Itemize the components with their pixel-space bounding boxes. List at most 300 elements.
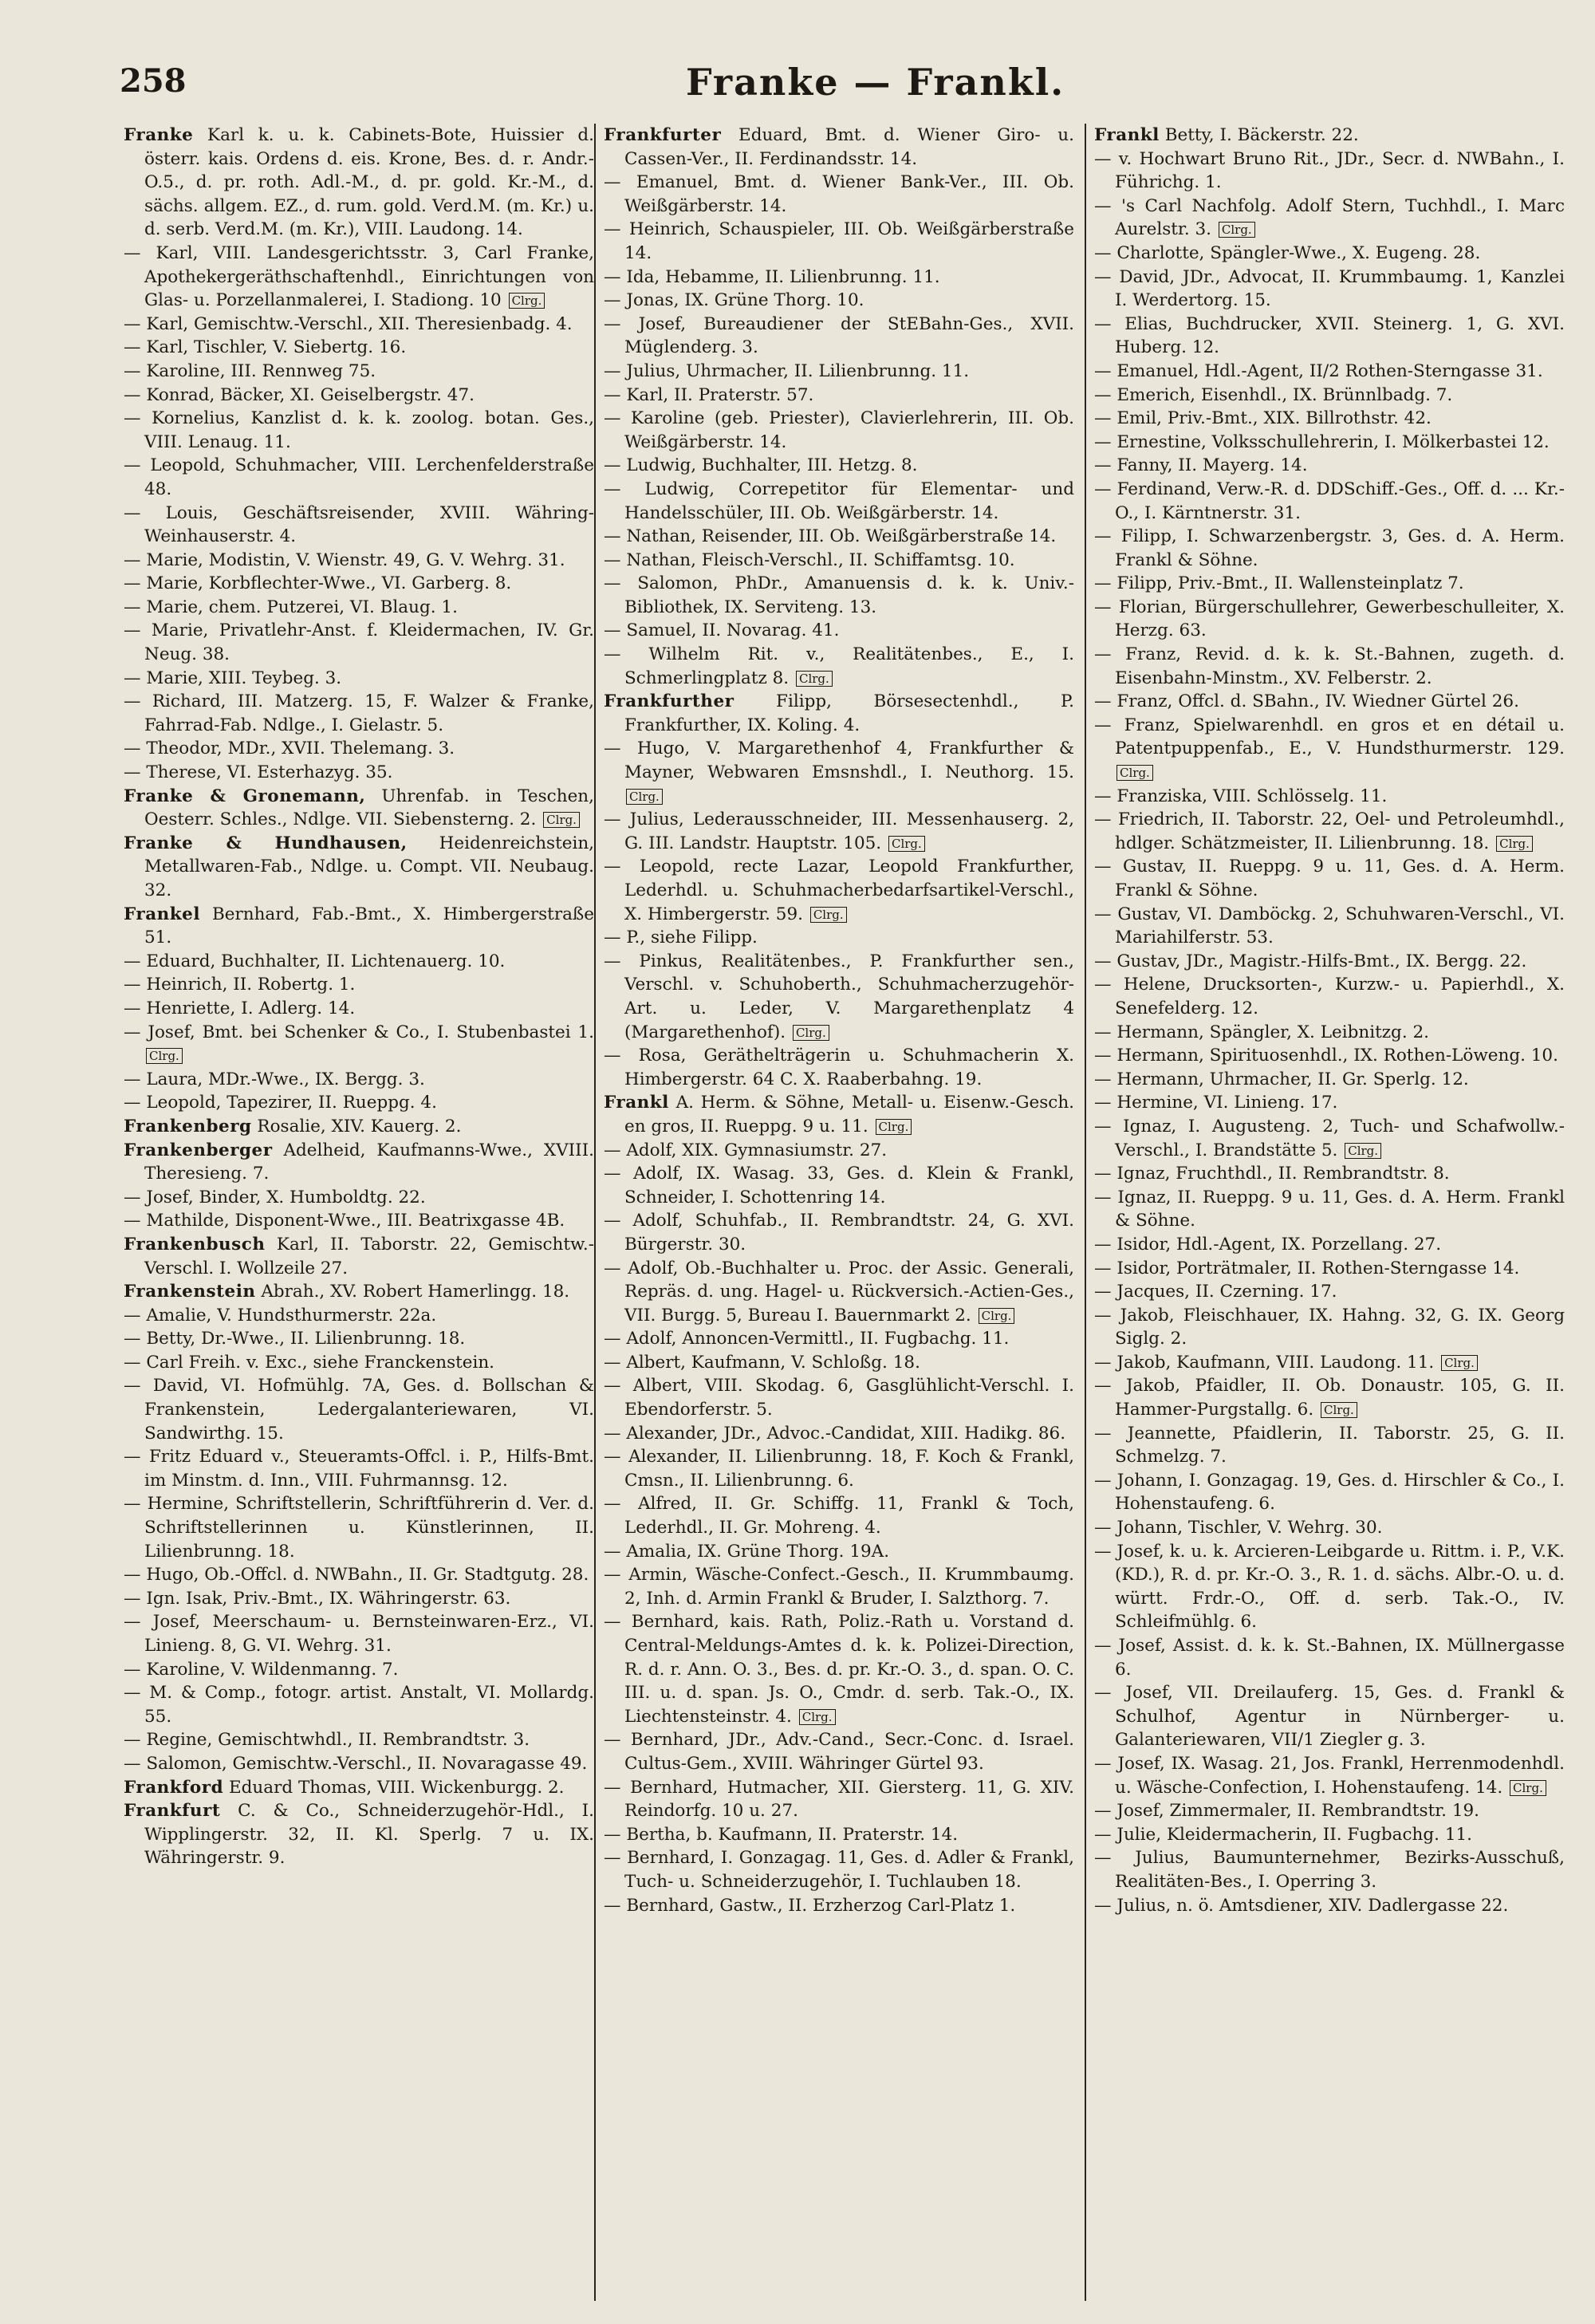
directory-entry [124, 619, 594, 666]
directory-entry [124, 903, 594, 950]
directory-entry [124, 1374, 594, 1445]
entry-text: — Josef, IX. Wasag. 21, Jos. Frankl, Herrenmodenhdl. u. Wäsche-Confection, I. Hohenstaufeng. 14. [1094, 1753, 1565, 1798]
directory-entry [1094, 1091, 1565, 1115]
directory-entry [1094, 360, 1565, 384]
directory-entry [124, 1799, 594, 1870]
directory-entry [124, 667, 594, 691]
directory-entry [604, 1257, 1074, 1328]
entry-text: — Karl, Gemischtw.-Verschl., XII. Theresienbadg. 4. [124, 313, 573, 334]
directory-entry [1094, 572, 1565, 596]
directory-entry [124, 502, 594, 549]
entry-telephone-tag: Clrg. [1116, 765, 1153, 781]
entry-text: — Marie, Privatlehr-Anst. f. Kleidermachen, IV. Gr. Neug. 38. [124, 620, 594, 665]
entry-text: Eduard Thomas, VIII. Wickenburgg. 2. [228, 1777, 565, 1798]
entry-surname: Franke & Gronemann, [124, 786, 366, 806]
directory-entry [1094, 714, 1565, 785]
directory-entry [1094, 431, 1565, 455]
directory-entry [124, 1610, 594, 1657]
directory-entry [124, 1186, 594, 1210]
entry-text: — Henriette, I. Adlerg. 14. [124, 998, 356, 1018]
entry-text: — v. Hochwart Bruno Rit., JDr., Secr. d. NWBahn., I. Führichg. 1. [1094, 148, 1565, 193]
entry-telephone-tag: Clrg. [888, 836, 925, 852]
directory-entry [124, 407, 594, 454]
entry-telephone-tag: Clrg. [1321, 1402, 1357, 1418]
entry-text: — Josef, Bureaudiener der StEBahn-Ges., XVII. Müglenderg. 3. [604, 313, 1074, 358]
entry-text: Rosalie, XIV. Kauerg. 2. [257, 1116, 462, 1136]
entry-text: — Jakob, Fleischhauer, IX. Hahng. 32, G. IX. Georg Siglg. 2. [1094, 1305, 1565, 1349]
entry-text: — Hugo, Ob.-Offcl. d. NWBahn., II. Gr. Stadtgutg. 28. [124, 1565, 589, 1585]
entry-text: — Josef, Assist. d. k. k. St.-Bahnen, IX. Müllnergasse 6. [1094, 1636, 1565, 1680]
directory-entry [124, 336, 594, 360]
entry-text: — Leopold, recte Lazar, Leopold Frankfurther, Lederhdl. u. Schuhmacherbedarfsartikel-Verschl., X. Himbergerstr. 59. [604, 857, 1074, 924]
directory-entry [124, 737, 594, 761]
entry-text: — Jacques, II. Czerning. 17. [1094, 1282, 1337, 1302]
entry-text: — Carl Freih. v. Exc., siehe Franckenstein. [124, 1352, 495, 1373]
entry-surname: Frankenberg [124, 1116, 252, 1136]
entry-telephone-tag: Clrg. [509, 293, 545, 309]
entry-surname: Frankfurther [604, 691, 734, 712]
directory-entry [604, 407, 1074, 454]
directory-entry [1094, 454, 1565, 478]
directory-entry [124, 572, 594, 596]
directory-entry [604, 690, 1074, 737]
directory-entry [604, 1492, 1074, 1539]
entry-text: — Julius, Lederausschneider, III. Messenhauserg. 2, G. III. Landstr. Hauptstr. 105. [604, 809, 1074, 853]
directory-entry [1094, 242, 1565, 266]
entry-telephone-tag: Clrg. [799, 1709, 836, 1725]
entry-text: — Adolf, Ob.-Buchhalter u. Proc. der Assic. Generali, Repräs. d. ung. Hagel- u. Rückversich.-Actien-Ges., VII. Burgg. 5, Bureau I. Bauernmarkt 2. [604, 1258, 1074, 1325]
directory-entry [1094, 1304, 1565, 1351]
entry-text: — Albert, VIII. Skodag. 6, Gasglühlicht-Verschl. I. Ebendorferstr. 5. [604, 1376, 1074, 1420]
entry-telephone-tag: Clrg. [1345, 1143, 1381, 1159]
directory-entry [124, 1021, 594, 1068]
directory-entry [124, 1587, 594, 1611]
entry-text: — David, VI. Hofmühlg. 7A, Ges. d. Bollschan & Frankenstein, Ledergalanteriewaren, VI. Sandwirthg. 15. [124, 1376, 594, 1444]
entry-text: — Wilhelm Rit. v., Realitätenbes., E., I. Schmerlingplatz 8. [604, 644, 1074, 688]
entry-text: — Adolf, Annoncen-Vermittl., II. Fugbachg. 11. [604, 1329, 1010, 1349]
entry-text: — Amalia, IX. Grüne Thorg. 19A. [604, 1541, 890, 1562]
directory-entry [1094, 1257, 1565, 1281]
entry-text: Karl, II. Taborstr. 22, Gemischtw.-Verschl. I. Wollzeile 27. [144, 1234, 594, 1278]
entry-text: — Jeannette, Pfaidlerin, II. Taborstr. 25, G. II. Schmelzg. 7. [1094, 1423, 1565, 1467]
entry-text: — Jakob, Kaufmann, VIII. Laudong. 11. [1094, 1352, 1435, 1373]
directory-entry [604, 1351, 1074, 1375]
entry-telephone-tag: Clrg. [979, 1308, 1015, 1324]
directory-entry [124, 384, 594, 408]
entry-text: — Betty, Dr.-Wwe., II. Lilienbrunng. 18. [124, 1329, 466, 1349]
directory-entry [604, 1776, 1074, 1823]
directory-entry [604, 313, 1074, 360]
entry-text: — Fritz Eduard v., Steueramts-Offcl. i. P., Hilfs-Bmt. im Minstm. d. Inn., VIII. Fuhrmannsg. 12. [124, 1447, 594, 1491]
entry-text: — Laura, MDr.-Wwe., IX. Bergg. 3. [124, 1069, 425, 1089]
entry-text: — Gustav, VI. Damböckg. 2, Schuhwaren-Verschl., VI. Mariahilferstr. 53. [1094, 904, 1565, 948]
entry-text: — Konrad, Bäcker, XI. Geiselbergstr. 47. [124, 384, 475, 405]
column-3 [1085, 124, 1565, 2301]
directory-entry [124, 973, 594, 997]
directory-entry [1094, 1068, 1565, 1092]
directory-entry [604, 1894, 1074, 1918]
entry-text: — Karoline (geb. Priester), Clavierlehrerin, III. Ob. Weißgärberstr. 14. [604, 408, 1074, 452]
entry-text: — Hermine, VI. Linieng. 17. [1094, 1093, 1338, 1113]
entry-telephone-tag: Clrg. [793, 1025, 829, 1041]
entry-text: — Ludwig, Buchhalter, III. Hetzg. 8. [604, 455, 918, 476]
directory-entry [604, 926, 1074, 950]
directory-entry [604, 218, 1074, 265]
directory-entry [1094, 1162, 1565, 1186]
entry-text: — Emil, Priv.-Bmt., XIX. Billrothstr. 42. [1094, 408, 1432, 429]
entry-text: — Eduard, Buchhalter, II. Lichtenauerg. 10. [124, 951, 506, 971]
entry-text: — Franziska, VIII. Schlösselg. 11. [1094, 786, 1388, 806]
directory-entry [604, 1563, 1074, 1610]
directory-entry [604, 1139, 1074, 1163]
directory-entry [1094, 1540, 1565, 1634]
entry-text: — Nathan, Fleisch-Verschl., II. Schiffamtsg. 10. [604, 549, 1015, 570]
directory-entry [124, 1728, 594, 1752]
directory-entry [124, 1752, 594, 1776]
entry-text: Adelheid, Kaufmanns-Wwe., XVIII. Theresieng. 7. [144, 1140, 594, 1184]
entry-text: — Elias, Buchdrucker, XVII. Steinerg. 1, G. XVI. Huberg. 12. [1094, 313, 1565, 358]
page-number: 258 [120, 62, 187, 100]
directory-entry [1094, 690, 1565, 714]
entry-text: — Florian, Bürgerschullehrer, Gewerbeschulleiter, X. Herzg. 63. [1094, 597, 1565, 641]
entry-text: — Armin, Wäsche-Confect.-Gesch., II. Krummbaumg. 2, Inh. d. Armin Frankl & Bruder, I. Salzthorg. 7. [604, 1565, 1074, 1609]
directory-entry [124, 1658, 594, 1682]
entry-text: — Ernestine, Volksschullehrerin, I. Mölkerbastei 12. [1094, 431, 1550, 452]
entry-text: A. Herm. & Söhne, Metall- u. Eisenw.-Gesch. en gros, II. Rueppg. 9 u. 11. [624, 1093, 1074, 1136]
entry-text: — Pinkus, Realitätenbes., P. Frankfurther sen., Verschl. v. Schuhoberth., Schuhmacherzugehör-Art. u. Leder, V. Margarethenplatz 4 (Margarethenhof). [604, 951, 1074, 1042]
directory-entry [124, 313, 594, 337]
entry-text: — P., siehe Filipp. [604, 928, 758, 948]
entry-text: — Josef, Zimmermaler, II. Rembrandtstr. 19. [1094, 1801, 1480, 1822]
entry-text: Uhrenfab. in Teschen, Oesterr. Schles., Ndlge. VII. Siebensterng. 2. [144, 786, 594, 830]
entry-text: — Ludwig, Correpetitor für Elementar- und Handelsschüler, III. Ob. Weißgärberstr. 14. [604, 479, 1074, 523]
directory-entry [604, 572, 1074, 619]
directory-entry [124, 1351, 594, 1375]
entry-text: — Filipp, Priv.-Bmt., II. Wallensteinplatz 7. [1094, 573, 1464, 594]
entry-text: — Salomon, Gemischtw.-Verschl., II. Novaragasse 49. [124, 1753, 588, 1774]
entry-text: — Marie, Modistin, V. Wienstr. 49, G. V. Wehrg. 31. [124, 549, 565, 570]
entry-text: — Adolf, XIX. Gymnasiumstr. 27. [604, 1140, 888, 1160]
directory-entry [604, 1327, 1074, 1351]
entry-text: — Emerich, Eisenhdl., IX. Brünnlbadg. 7. [1094, 384, 1453, 405]
directory-entry [604, 171, 1074, 218]
directory-entry [1094, 1823, 1565, 1847]
directory-entry [124, 242, 594, 313]
entry-text: — Hermann, Spirituosenhdl., IX. Rothen-Löweng. 10. [1094, 1046, 1558, 1066]
directory-entry [604, 619, 1074, 643]
directory-entry [1094, 1799, 1565, 1823]
directory-entry [604, 124, 1074, 171]
directory-entry [124, 950, 594, 974]
entry-text: — Bernhard, Hutmacher, XII. Giersterg. 11, G. XIV. Reindorfg. 10 u. 27. [604, 1777, 1074, 1822]
entry-text: — Leopold, Schuhmacher, VIII. Lerchenfelderstraße 48. [124, 455, 594, 499]
directory-entry [604, 1091, 1074, 1138]
entry-text: — Karl, Tischler, V. Siebertg. 16. [124, 337, 407, 358]
entry-text: Abrah., XV. Robert Hamerlingg. 18. [261, 1282, 570, 1302]
directory-entry [604, 808, 1074, 855]
entry-text: — Julius, Uhrmacher, II. Lilienbrunng. 11. [604, 360, 970, 381]
directory-entry [604, 1422, 1074, 1446]
directory-entry [604, 1846, 1074, 1893]
directory-entry [604, 737, 1074, 808]
entry-text: — Alexander, JDr., Advoc.-Candidat, XIII. Hadikg. 86. [604, 1423, 1066, 1444]
entry-text: — Fanny, II. Mayerg. 14. [1094, 455, 1308, 476]
entry-text: Bernhard, Fab.-Bmt., X. Himbergerstraße 51. [144, 904, 594, 948]
directory-entry [1094, 596, 1565, 643]
entry-text: — David, JDr., Advocat, II. Krummbaumg. 1, Kanzlei I. Werdertorg. 15. [1094, 266, 1565, 311]
directory-entry [604, 1162, 1074, 1209]
entry-text: Filipp, Börsesectenhdl., P. Frankfurther, IX. Koling. 4. [624, 691, 1074, 735]
entry-text: — Charlotte, Spängler-Wwe., X. Eugeng. 28. [1094, 242, 1481, 263]
entry-text: — Adolf, Schuhfab., II. Rembrandtstr. 24, G. XVI. Bürgerstr. 30. [604, 1211, 1074, 1255]
directory-entry [124, 761, 594, 785]
directory-entry [1094, 124, 1565, 148]
directory-entry [604, 454, 1074, 478]
entry-text: — Leopold, Tapezirer, II. Rueppg. 4. [124, 1093, 437, 1113]
directory-entry [1094, 266, 1565, 313]
directory-entry [124, 690, 594, 737]
directory-entry [124, 832, 594, 903]
directory-entry [1094, 855, 1565, 902]
directory-entry [604, 478, 1074, 525]
entry-text: — Josef, Bmt. bei Schenker & Co., I. Stubenbastei 1. [124, 1022, 594, 1042]
entry-text: — Karoline, V. Wildenmanng. 7. [124, 1659, 399, 1680]
entry-text: — Nathan, Reisender, III. Ob. Weißgärberstraße 14. [604, 526, 1057, 547]
directory-entry [604, 266, 1074, 290]
entry-text: — Gustav, JDr., Magistr.-Hilfs-Bmt., IX. Bergg. 22. [1094, 951, 1527, 971]
entry-text: Karl k. u. k. Cabinets-Bote, Huissier d. österr. kais. Ordens d. eis. Krone, Bes. d. r. Andr.-O.5., d. pr. roth. Adl.-M., d. pr. gold. Kr.-M., d. sächs. allgem. EZ., d. rum. gold. Verd.M. (m. Kr.) u. d. serb. Verd.M. (m. Kr.), VIII. Laudong. 14. [144, 125, 594, 240]
entry-text: — Therese, VI. Esterhazyg. 35. [124, 762, 393, 783]
entry-telephone-tag: Clrg. [1441, 1355, 1478, 1371]
entry-surname: Frankfurt [124, 1801, 221, 1822]
entry-text: — Gustav, II. Rueppg. 9 u. 11, Ges. d. A. Herm. Frankl & Söhne. [1094, 857, 1565, 900]
directory-entry [124, 549, 594, 573]
entry-text: — Johann, Tischler, V. Wehrg. 30. [1094, 1518, 1383, 1538]
directory-entry [1094, 148, 1565, 195]
running-head: Franke — Frankl. [686, 61, 1065, 104]
directory-entry [1094, 808, 1565, 855]
entry-text: — Josef, Binder, X. Humboldtg. 22. [124, 1187, 426, 1207]
directory-entry [604, 1044, 1074, 1091]
directory-entry [604, 1823, 1074, 1847]
directory-entry [1094, 903, 1565, 950]
directory-entry [604, 855, 1074, 926]
directory-entry [124, 1681, 594, 1728]
entry-surname: Frankford [124, 1777, 224, 1798]
entry-text: — Adolf, IX. Wasag. 33, Ges. d. Klein & Frankl, Schneider, I. Schottenring 14. [604, 1164, 1074, 1207]
directory-entry [124, 1280, 594, 1304]
entry-text: — Alfred, II. Gr. Schiffg. 11, Frankl & Toch, Lederhdl., II. Gr. Mohreng. 4. [604, 1494, 1074, 1538]
directory-entry [604, 1610, 1074, 1728]
entry-surname: Frankl [604, 1093, 669, 1113]
directory-entry [124, 1563, 594, 1587]
directory-entry [604, 360, 1074, 384]
entry-text: — Hermann, Uhrmacher, II. Gr. Sperlg. 12. [1094, 1069, 1469, 1089]
directory-entry [124, 1327, 594, 1351]
directory-entry [604, 525, 1074, 549]
directory-entry [124, 1445, 594, 1492]
entry-telephone-tag: Clrg. [1219, 222, 1255, 238]
entry-text: — Julie, Kleidermacherin, II. Fugbachg. 11. [1094, 1824, 1473, 1845]
entry-text: — Regine, Gemischtwhdl., II. Rembrandtstr. 3. [124, 1730, 530, 1751]
entry-text: — Theodor, MDr., XVII. Thelemang. 3. [124, 739, 455, 759]
entry-text: C. & Co., Schneiderzugehör-Hdl., I. Wipplingerstr. 32, II. Kl. Sperlg. 7 u. IX. Währingerstr. 9. [144, 1801, 594, 1869]
directory-entry [604, 1445, 1074, 1492]
directory-entry [124, 1068, 594, 1092]
entry-text: — Salomon, PhDr., Amanuensis d. k. k. Univ.-Bibliothek, IX. Serviteng. 13. [604, 573, 1074, 617]
directory-entry [124, 1776, 594, 1800]
directory-entry [604, 1728, 1074, 1775]
entry-text: — Emanuel, Hdl.-Agent, II/2 Rothen-Sterngasse 31. [1094, 360, 1543, 381]
entry-text: — Helene, Drucksorten-, Kurzw.- u. Papierhdl., X. Senefelderg. 12. [1094, 975, 1565, 1018]
entry-telephone-tag: Clrg. [796, 671, 833, 687]
entry-text: — Heinrich, Schauspieler, III. Ob. Weißgärberstraße 14. [604, 219, 1074, 263]
entry-text: — M. & Comp., fotogr. artist. Anstalt, VI. Mollardg. 55. [124, 1683, 594, 1727]
directory-entry [1094, 525, 1565, 572]
entry-text: Heidenreichstein, Metallwaren-Fab., Ndlge. u. Compt. VII. Neubaug. 32. [144, 833, 595, 900]
entry-text: — Hugo, V. Margarethenhof 4, Frankfurther & Mayner, Webwaren Emsnshdl., I. Neuthorg. 15. [604, 739, 1074, 783]
directory-entry [1094, 1374, 1565, 1421]
directory-entry [124, 1139, 594, 1186]
entry-surname: Franke [124, 125, 194, 145]
entry-text: — Hermann, Spängler, X. Leibnitzg. 2. [1094, 1022, 1430, 1042]
directory-entry [1094, 973, 1565, 1020]
entry-text: — Josef, Meerschaum- u. Bernsteinwaren-Erz., VI. Linieng. 8, G. VI. Wehrg. 31. [124, 1612, 594, 1656]
entry-surname: Frankel [124, 904, 201, 924]
directory-entry [1094, 1846, 1565, 1893]
entry-telephone-tag: Clrg. [876, 1119, 912, 1135]
entry-text: — Filipp, I. Schwarzenbergstr. 3, Ges. d. A. Herm. Frankl & Söhne. [1094, 526, 1565, 570]
entry-text: — Ida, Hebamme, II. Lilienbrunng. 11. [604, 266, 940, 287]
entry-text: — Marie, XIII. Teybeg. 3. [124, 668, 342, 688]
directory-entry [1094, 950, 1565, 974]
entry-text: Eduard, Bmt. d. Wiener Giro- u. Cassen-Ver., II. Ferdinandsstr. 14. [624, 125, 1074, 169]
directory-entry [124, 596, 594, 620]
entry-text: — Mathilde, Disponent-Wwe., III. Beatrixgasse 4B. [124, 1211, 565, 1231]
entry-text: — Bernhard, kais. Rath, Poliz.-Rath u. Vorstand d. Central-Meldungs-Amtes d. k. k. Polizei-Direction, R. d. r. Ann. O. 3., Bes. d. pr. Kr.-O. 3., d. span. O. C. III. u. d. span. Js. O., Cmdr. d. serb. Tak.-O., IX. Liechtensteinstr. 4. [604, 1612, 1074, 1727]
directory-entry [604, 549, 1074, 573]
directory-entry [124, 1115, 594, 1139]
directory-entry [1094, 1752, 1565, 1799]
directory-entry [124, 1233, 594, 1280]
directory-entry [1094, 1681, 1565, 1752]
entry-text: — Marie, chem. Putzerei, VI. Blaug. 1. [124, 597, 458, 617]
entry-text: — Kornelius, Kanzlist d. k. k. zoolog. botan. Ges., VIII. Lenaug. 11. [124, 408, 594, 452]
directory-entry [1094, 643, 1565, 690]
directory-entry [124, 454, 594, 501]
entry-text: — Johann, I. Gonzagag. 19, Ges. d. Hirschler & Co., I. Hohenstaufeng. 6. [1094, 1470, 1565, 1515]
directory-entry [1094, 313, 1565, 360]
directory-entry [124, 785, 594, 832]
directory-entry [604, 950, 1074, 1044]
entry-text: — Rosa, Geräthelträgerin u. Schuhmacherin X. Himbergerstr. 64 C. X. Raaberbahng. 19. [604, 1046, 1074, 1089]
directory-entry [604, 289, 1074, 313]
entry-text: — Ignaz, Fruchthdl., II. Rembrandtstr. 8. [1094, 1164, 1450, 1184]
entry-surname: Frankenbusch [124, 1234, 266, 1255]
entry-text: — Bernhard, JDr., Adv.-Cand., Secr.-Conc. d. Israel. Cultus-Gem., XVIII. Währinger Gürtel 93. [604, 1730, 1074, 1774]
entry-text: — Ignaz, II. Rueppg. 9 u. 11, Ges. d. A. Herm. Frankl & Söhne. [1094, 1187, 1565, 1231]
directory-entry [1094, 384, 1565, 408]
directory-entry [604, 1540, 1074, 1564]
directory-entry [124, 124, 594, 242]
entry-telephone-tag: Clrg. [1496, 836, 1533, 852]
entry-text: — 's Carl Nachfolg. Adolf Stern, Tuchhdl., I. Marc Aurelstr. 3. [1094, 195, 1565, 240]
directory-entry [604, 1209, 1074, 1256]
directory-entry [124, 1091, 594, 1115]
entry-text: — Samuel, II. Novarag. 41. [604, 620, 840, 641]
directory-entry [124, 1209, 594, 1233]
entry-text: — Ign. Isak, Priv.-Bmt., IX. Währingerstr. 63. [124, 1588, 511, 1609]
directory-entry [1094, 1115, 1565, 1162]
entry-text: — Josef, k. u. k. Arcieren-Leibgarde u. Rittm. i. P., V.K. (KD.), R. d. pr. Kr.-O. 3., R. 1. d. sächs. Albr.-O. u. d. württ. Frdr.-O., Off. d. serb. Tak.-O., IV. Schleifmühlg. 6. [1094, 1541, 1565, 1633]
entry-text: — Bernhard, Gastw., II. Erzherzog Carl-Platz 1. [604, 1895, 1016, 1916]
column-2 [594, 124, 1074, 2301]
entry-text: Betty, I. Bäckerstr. 22. [1164, 125, 1359, 145]
entry-surname: Frankl [1094, 125, 1160, 145]
entry-telephone-tag: Clrg. [146, 1048, 183, 1064]
entry-text: — Karl, II. Praterstr. 57. [604, 384, 814, 405]
entry-text: — Bernhard, I. Gonzagag. 11, Ges. d. Adler & Frankl, Tuch- u. Schneiderzugehör, I. Tuchlauben 18. [604, 1848, 1074, 1892]
entry-text: — Friedrich, II. Taborstr. 22, Oel- und Petroleumhdl., hdlger. Schätzmeister, II. Lilienbrunng. 18. [1094, 809, 1565, 853]
directory-entry [604, 643, 1074, 690]
entry-telephone-tag: Clrg. [543, 812, 580, 828]
entry-surname: Frankfurter [604, 125, 722, 145]
entry-text: — Louis, Geschäftsreisender, XVIII. Währing-Weinhauserstr. 4. [124, 502, 594, 547]
entry-text: — Heinrich, II. Robertg. 1. [124, 975, 356, 995]
column-1 [124, 124, 594, 1870]
entry-text: — Franz, Spielwarenhdl. en gros et en détail u. Patentpuppenfab., E., V. Hundsthurmerstr. 129. [1094, 715, 1565, 759]
entry-text: — Isidor, Hdl.-Agent, IX. Porzellang. 27. [1094, 1234, 1442, 1255]
directory-entry [1094, 1634, 1565, 1681]
directory-entry [1094, 1351, 1565, 1375]
entry-text: — Julius, Baumunternehmer, Bezirks-Ausschuß, Realitäten-Bes., I. Operring 3. [1094, 1848, 1565, 1892]
entry-text: — Isidor, Porträtmaler, II. Rothen-Sterngasse 14. [1094, 1258, 1520, 1278]
entry-text: — Jakob, Pfaidler, II. Ob. Donaustr. 105, G. II. Hammer-Purgstallg. 6. [1094, 1376, 1565, 1420]
directory-entry [1094, 1280, 1565, 1304]
directory-entry [1094, 1233, 1565, 1257]
directory-entry [1094, 1516, 1565, 1540]
entry-text: — Ignaz, I. Augusteng. 2, Tuch- und Schafwollw.-Verschl., I. Brandstätte 5. [1094, 1116, 1565, 1160]
directory-entry [124, 997, 594, 1021]
entry-text: — Karoline, III. Rennweg 75. [124, 360, 376, 381]
directory-entry [124, 360, 594, 384]
entry-text: — Albert, Kaufmann, V. Schloßg. 18. [604, 1352, 920, 1373]
entry-text: — Amalie, V. Hundsthurmerstr. 22a. [124, 1305, 437, 1325]
directory-entry [1094, 1044, 1565, 1068]
directory-entry [1094, 1469, 1565, 1516]
entry-telephone-tag: Clrg. [1510, 1780, 1546, 1796]
directory-entry [1094, 1021, 1565, 1045]
entry-text: — Alexander, II. Lilienbrunng. 18, F. Koch & Frankl, Cmsn., II. Lilienbrunng. 6. [604, 1447, 1074, 1491]
entry-text: — Josef, VII. Dreilauferg. 15, Ges. d. Frankl & Schulhof, Agentur in Nürnberger- u. Galanteriewaren, VII/1 Ziegler g. 3. [1094, 1683, 1565, 1751]
directory-entry [1094, 407, 1565, 431]
directory-entry [1094, 1894, 1565, 1918]
directory-entry [1094, 478, 1565, 525]
directory-entry [124, 1304, 594, 1328]
directory-entry [1094, 785, 1565, 809]
entry-surname: Frankenstein [124, 1282, 256, 1302]
entry-text: — Ferdinand, Verw.-R. d. DDSchiff.-Ges., Off. d. ... Kr.-O., I. Kärntnerstr. 31. [1094, 479, 1565, 523]
directory-entry [1094, 1422, 1565, 1469]
entry-text: — Franz, Offcl. d. SBahn., IV. Wiedner Gürtel 26. [1094, 691, 1519, 712]
entry-telephone-tag: Clrg. [810, 907, 847, 923]
entry-telephone-tag: Clrg. [626, 789, 663, 805]
entry-text: — Franz, Revid. d. k. k. St.-Bahnen, zugeth. d. Eisenbahn-Minstm., XV. Felberstr. 2. [1094, 644, 1565, 688]
entry-text: — Hermine, Schriftstellerin, Schriftführerin d. Ver. d. Schriftstellerinnen u. Künstlerinnen, II. Lilienbrunng. 18. [124, 1494, 594, 1562]
entry-text: — Karl, VIII. Landesgerichtsstr. 3, Carl Franke, Apothekergeräthschaftenhdl., Einrichtungen von Glas- u. Porzellanmalerei, I. Stadiong. 10 [124, 242, 594, 311]
directory-entry [604, 1374, 1074, 1421]
directory-entry [124, 1492, 594, 1563]
